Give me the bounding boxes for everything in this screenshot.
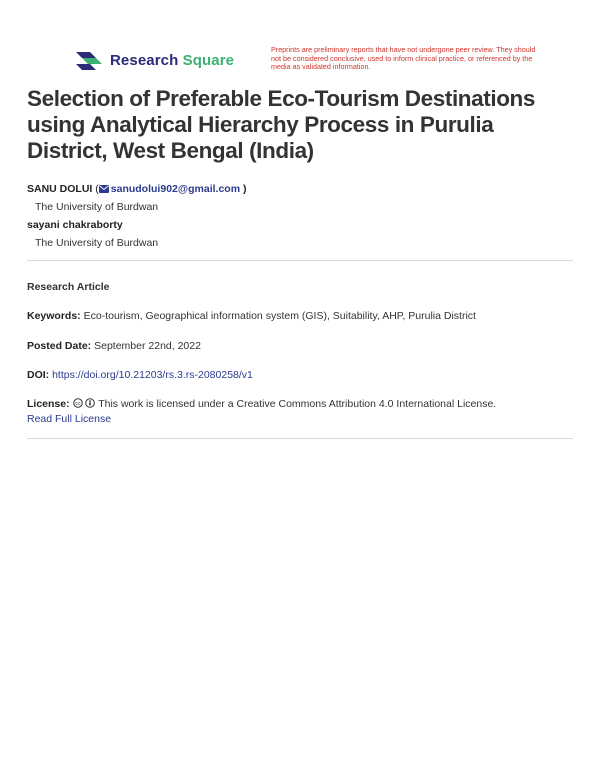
author-affiliation: The University of Burdwan [35,237,159,249]
author-name: sayani chakraborty [27,219,123,231]
doi-line [27,368,575,383]
brand-name: Research Square [110,51,235,69]
paper-title: Selection of Preferable Eco-Tourism Destinations using Analytical Hierarchy Process in Purulia District, West Bengal (India) [27,86,536,163]
author-affiliation: The University of Burdwan [35,201,159,213]
preprint-disclaimer: Preprints are preliminary reports that have not undergone peer review. They should not be considered conclusive, used to inform clinical practice, or referenced by the media as validated information. [271,45,536,72]
divider [27,260,573,261]
keywords-label: Keywords: [27,310,81,322]
author-list [27,180,575,252]
research-square-logo-icon [74,48,104,72]
research-square-logo[interactable] [74,46,234,74]
attribution-icon [85,398,95,408]
posted-date-value: September 22nd, 2022 [94,340,201,352]
posted-date-label: Posted Date: [27,340,92,352]
creative-commons-icon [73,398,83,408]
license-line [27,397,575,427]
posted-date-line [27,339,575,354]
doi-label: DOI: [27,369,50,381]
author-email-link[interactable]: sanudolui902@gmail.com [110,183,241,195]
svg-text:cc: cc [74,401,81,407]
author-name: SANU DOLUI [27,183,93,195]
keywords-value: Eco-tourism, Geographical information system (GIS), Suitability, AHP, Purulia District [83,310,476,322]
license-text: This work is licensed under a Creative Commons Attribution 4.0 International License. [98,398,497,410]
read-full-license-link[interactable]: Read Full License [27,413,112,425]
doi-link[interactable]: https://doi.org/10.21203/rs.3.rs-2080258/v1 [52,369,253,381]
keywords-line [27,309,575,324]
envelope-icon [99,185,109,193]
author-entry: SANU DOLUI ( sanudolui902@gmail.com ) [27,183,247,195]
divider [27,438,573,439]
article-type: Research Article [27,281,110,293]
author-entry [27,216,575,234]
license-label: License: [27,398,70,410]
